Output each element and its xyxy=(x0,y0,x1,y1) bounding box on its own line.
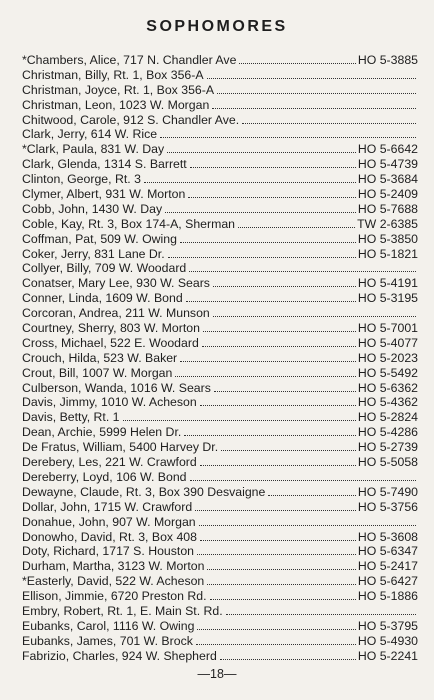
entry-name: Clark, Glenda, 1314 S. Barrett xyxy=(22,157,187,172)
entry-name: Coffman, Pat, 509 W. Owing xyxy=(22,231,177,246)
list-item xyxy=(22,217,418,232)
list-item xyxy=(22,202,418,217)
entry-phone: HO 5-3756 xyxy=(357,499,418,514)
dot-leader xyxy=(188,197,356,198)
list-item xyxy=(22,589,418,604)
entry-phone: HO 5-6347 xyxy=(357,544,418,559)
list-item xyxy=(22,336,418,351)
dot-leader xyxy=(221,450,356,451)
entry-name: Conner, Linda, 1609 W. Bond xyxy=(22,291,183,306)
dot-leader xyxy=(242,123,416,124)
entry-phone: HO 5-4362 xyxy=(357,395,418,410)
entry-phone: HO 5-1821 xyxy=(357,246,418,261)
list-item xyxy=(22,619,418,634)
entry-phone: HO 5-4191 xyxy=(357,276,418,291)
entry-name: Culberson, Wanda, 1016 W. Sears xyxy=(22,380,211,395)
dot-leader xyxy=(226,614,416,615)
dot-leader xyxy=(189,271,416,272)
entry-name: Christman, Billy, Rt. 1, Box 356-A xyxy=(22,67,204,82)
dot-leader xyxy=(144,182,356,183)
list-item xyxy=(22,113,418,128)
dot-leader xyxy=(180,361,356,362)
list-item xyxy=(22,306,418,321)
section-heading: SOPHOMORES xyxy=(146,18,288,35)
dot-leader xyxy=(165,212,356,213)
list-item xyxy=(22,485,418,500)
entry-list xyxy=(22,53,418,664)
entry-name: Coker, Jerry, 831 Lane Dr. xyxy=(22,246,165,261)
entry-phone: HO 5-4930 xyxy=(357,633,418,648)
entry-name: Fabrizio, Charles, 924 W. Shepherd xyxy=(22,648,217,663)
entry-phone: HO 5-3885 xyxy=(357,53,418,67)
dot-leader xyxy=(190,167,356,168)
entry-name: Corcoran, Andrea, 211 W. Munson xyxy=(22,306,210,321)
dot-leader xyxy=(196,644,356,645)
entry-name: Davis, Jimmy, 1010 W. Acheson xyxy=(22,395,197,410)
list-item xyxy=(22,68,418,83)
list-item xyxy=(22,232,418,247)
list-item xyxy=(22,530,418,545)
dot-leader xyxy=(207,78,416,79)
list-item xyxy=(22,321,418,336)
list-item xyxy=(22,142,418,157)
entry-name: Dean, Archie, 5999 Helen Dr. xyxy=(22,425,182,440)
entry-phone: HO 5-3195 xyxy=(357,291,418,306)
entry-name: De Fratus, William, 5400 Harvey Dr. xyxy=(22,440,219,455)
entry-phone: HO 5-2739 xyxy=(357,440,418,455)
dot-leader xyxy=(217,93,416,94)
dot-leader xyxy=(180,242,356,243)
entry-name: Courtney, Sherry, 803 W. Morton xyxy=(22,321,200,336)
dot-leader xyxy=(213,316,416,317)
entry-name: Clinton, George, Rt. 3 xyxy=(22,172,141,187)
dot-leader xyxy=(160,137,416,138)
list-item xyxy=(22,604,418,619)
dot-leader xyxy=(200,465,356,466)
dot-leader xyxy=(199,525,416,526)
entry-phone: HO 5-6362 xyxy=(357,380,418,395)
list-item xyxy=(22,649,418,664)
list-item xyxy=(22,172,418,187)
list-item xyxy=(22,440,418,455)
dot-leader xyxy=(238,227,355,228)
dot-leader xyxy=(195,510,356,511)
dot-leader xyxy=(210,599,356,600)
dot-leader xyxy=(167,152,356,153)
entry-name: Davis, Betty, Rt. 1 xyxy=(22,410,120,425)
list-item xyxy=(22,127,418,142)
dot-leader xyxy=(200,540,356,541)
entry-phone: HO 5-2241 xyxy=(357,648,418,663)
entry-name: Doty, Richard, 1717 S. Houston xyxy=(22,544,195,559)
entry-name: Clark, Jerry, 614 W. Rice xyxy=(22,127,158,142)
list-item xyxy=(22,515,418,530)
page-number: —18— xyxy=(197,667,237,681)
entry-phone: HO 5-7490 xyxy=(357,484,418,499)
entry-name: Donowho, David, Rt. 3, Box 408 xyxy=(22,529,197,544)
entry-phone: HO 5-5058 xyxy=(357,455,418,470)
list-item xyxy=(22,291,418,306)
entry-phone: HO 5-7001 xyxy=(357,321,418,336)
list-item xyxy=(22,366,418,381)
dot-leader xyxy=(123,420,356,421)
entry-phone: HO 5-3850 xyxy=(357,231,418,246)
list-item xyxy=(22,276,418,291)
dot-leader xyxy=(212,108,416,109)
entry-phone: HO 5-2824 xyxy=(357,410,418,425)
list-item xyxy=(22,53,418,68)
list-item xyxy=(22,187,418,202)
dot-leader xyxy=(200,405,356,406)
entry-name: Eubanks, James, 701 W. Brock xyxy=(22,633,193,648)
dot-leader xyxy=(175,376,355,377)
dot-leader xyxy=(213,286,356,287)
dot-leader xyxy=(197,629,355,630)
entry-name: Donahue, John, 907 W. Morgan xyxy=(22,514,196,529)
entry-name: Crout, Bill, 1007 W. Morgan xyxy=(22,365,173,380)
list-item xyxy=(22,395,418,410)
list-item xyxy=(22,381,418,396)
list-item xyxy=(22,634,418,649)
dot-leader xyxy=(186,301,356,302)
list-item xyxy=(22,351,418,366)
list-item xyxy=(22,544,418,559)
list-item xyxy=(22,247,418,262)
entry-name: *Chambers, Alice, 717 N. Chandler Ave xyxy=(22,53,237,67)
entry-name: Collyer, Billy, 709 W. Woodard xyxy=(22,261,187,276)
entry-name: Cross, Michael, 522 E. Woodard xyxy=(22,335,199,350)
entry-phone: HO 5-6427 xyxy=(357,574,418,589)
dot-leader xyxy=(268,495,355,496)
entry-phone: HO 5-4286 xyxy=(357,425,418,440)
entry-phone: HO 5-4077 xyxy=(357,335,418,350)
dot-leader xyxy=(207,584,356,585)
list-item xyxy=(22,157,418,172)
entry-phone: HO 5-5492 xyxy=(357,365,418,380)
dot-leader xyxy=(168,257,356,258)
entry-name: Dereberry, Loyd, 106 W. Bond xyxy=(22,469,187,484)
dot-leader xyxy=(239,63,355,64)
entry-phone: HO 5-6642 xyxy=(357,142,418,157)
entry-phone: HO 5-4739 xyxy=(357,157,418,172)
entry-name: Eubanks, Carol, 1116 W. Owing xyxy=(22,618,195,633)
entry-name: Christman, Leon, 1023 W. Morgan xyxy=(22,97,210,112)
list-item xyxy=(22,500,418,515)
entry-phone: HO 5-2023 xyxy=(357,350,418,365)
entry-name: Christman, Joyce, Rt. 1, Box 356-A xyxy=(22,82,215,97)
dot-leader xyxy=(190,480,416,481)
entry-name: Durham, Martha, 3123 W. Morton xyxy=(22,559,205,574)
entry-name: Coble, Kay, Rt. 3, Box 174-A, Sherman xyxy=(22,216,236,231)
dot-leader xyxy=(214,391,356,392)
entry-phone: TW 2-6385 xyxy=(357,216,418,231)
dot-leader xyxy=(207,569,355,570)
entry-name: Cobb, John, 1430 W. Day xyxy=(22,201,163,216)
entry-name: Crouch, Hilda, 523 W. Baker xyxy=(22,350,178,365)
list-item xyxy=(22,574,418,589)
entry-name: Chitwood, Carole, 912 S. Chandler Ave. xyxy=(22,112,240,127)
entry-name: Embry, Robert, Rt. 1, E. Main St. Rd. xyxy=(22,603,223,618)
list-item xyxy=(22,470,418,485)
dot-leader xyxy=(197,554,356,555)
list-item xyxy=(22,410,418,425)
dot-leader xyxy=(220,659,356,660)
entry-name: Dewayne, Claude, Rt. 3, Box 390 Desvaigne xyxy=(22,484,266,499)
entry-phone: HO 5-2417 xyxy=(357,559,418,574)
entry-phone: HO 5-1886 xyxy=(357,589,418,604)
entry-phone: HO 5-2409 xyxy=(357,187,418,202)
list-item xyxy=(22,98,418,113)
entry-phone: HO 5-3684 xyxy=(357,172,418,187)
entry-name: Ellison, Jimmie, 6720 Preston Rd. xyxy=(22,589,207,604)
list-item xyxy=(22,559,418,574)
entry-name: Derebery, Les, 221 W. Crawford xyxy=(22,455,197,470)
dot-leader xyxy=(203,331,356,332)
list-item xyxy=(22,83,418,98)
entry-phone: HO 5-7688 xyxy=(357,201,418,216)
entry-phone: HO 5-3608 xyxy=(357,529,418,544)
dot-leader xyxy=(202,346,356,347)
entry-name: *Easterly, David, 522 W. Acheson xyxy=(22,574,205,589)
entry-name: Clymer, Albert, 931 W. Morton xyxy=(22,187,186,202)
dot-leader xyxy=(184,435,356,436)
entry-name: *Clark, Paula, 831 W. Day xyxy=(22,142,165,157)
entry-name: Conatser, Mary Lee, 930 W. Sears xyxy=(22,276,210,291)
list-item xyxy=(22,261,418,276)
entry-name: Dollar, John, 1715 W. Crawford xyxy=(22,499,193,514)
entry-phone: HO 5-3795 xyxy=(357,618,418,633)
list-item xyxy=(22,455,418,470)
list-item xyxy=(22,425,418,440)
